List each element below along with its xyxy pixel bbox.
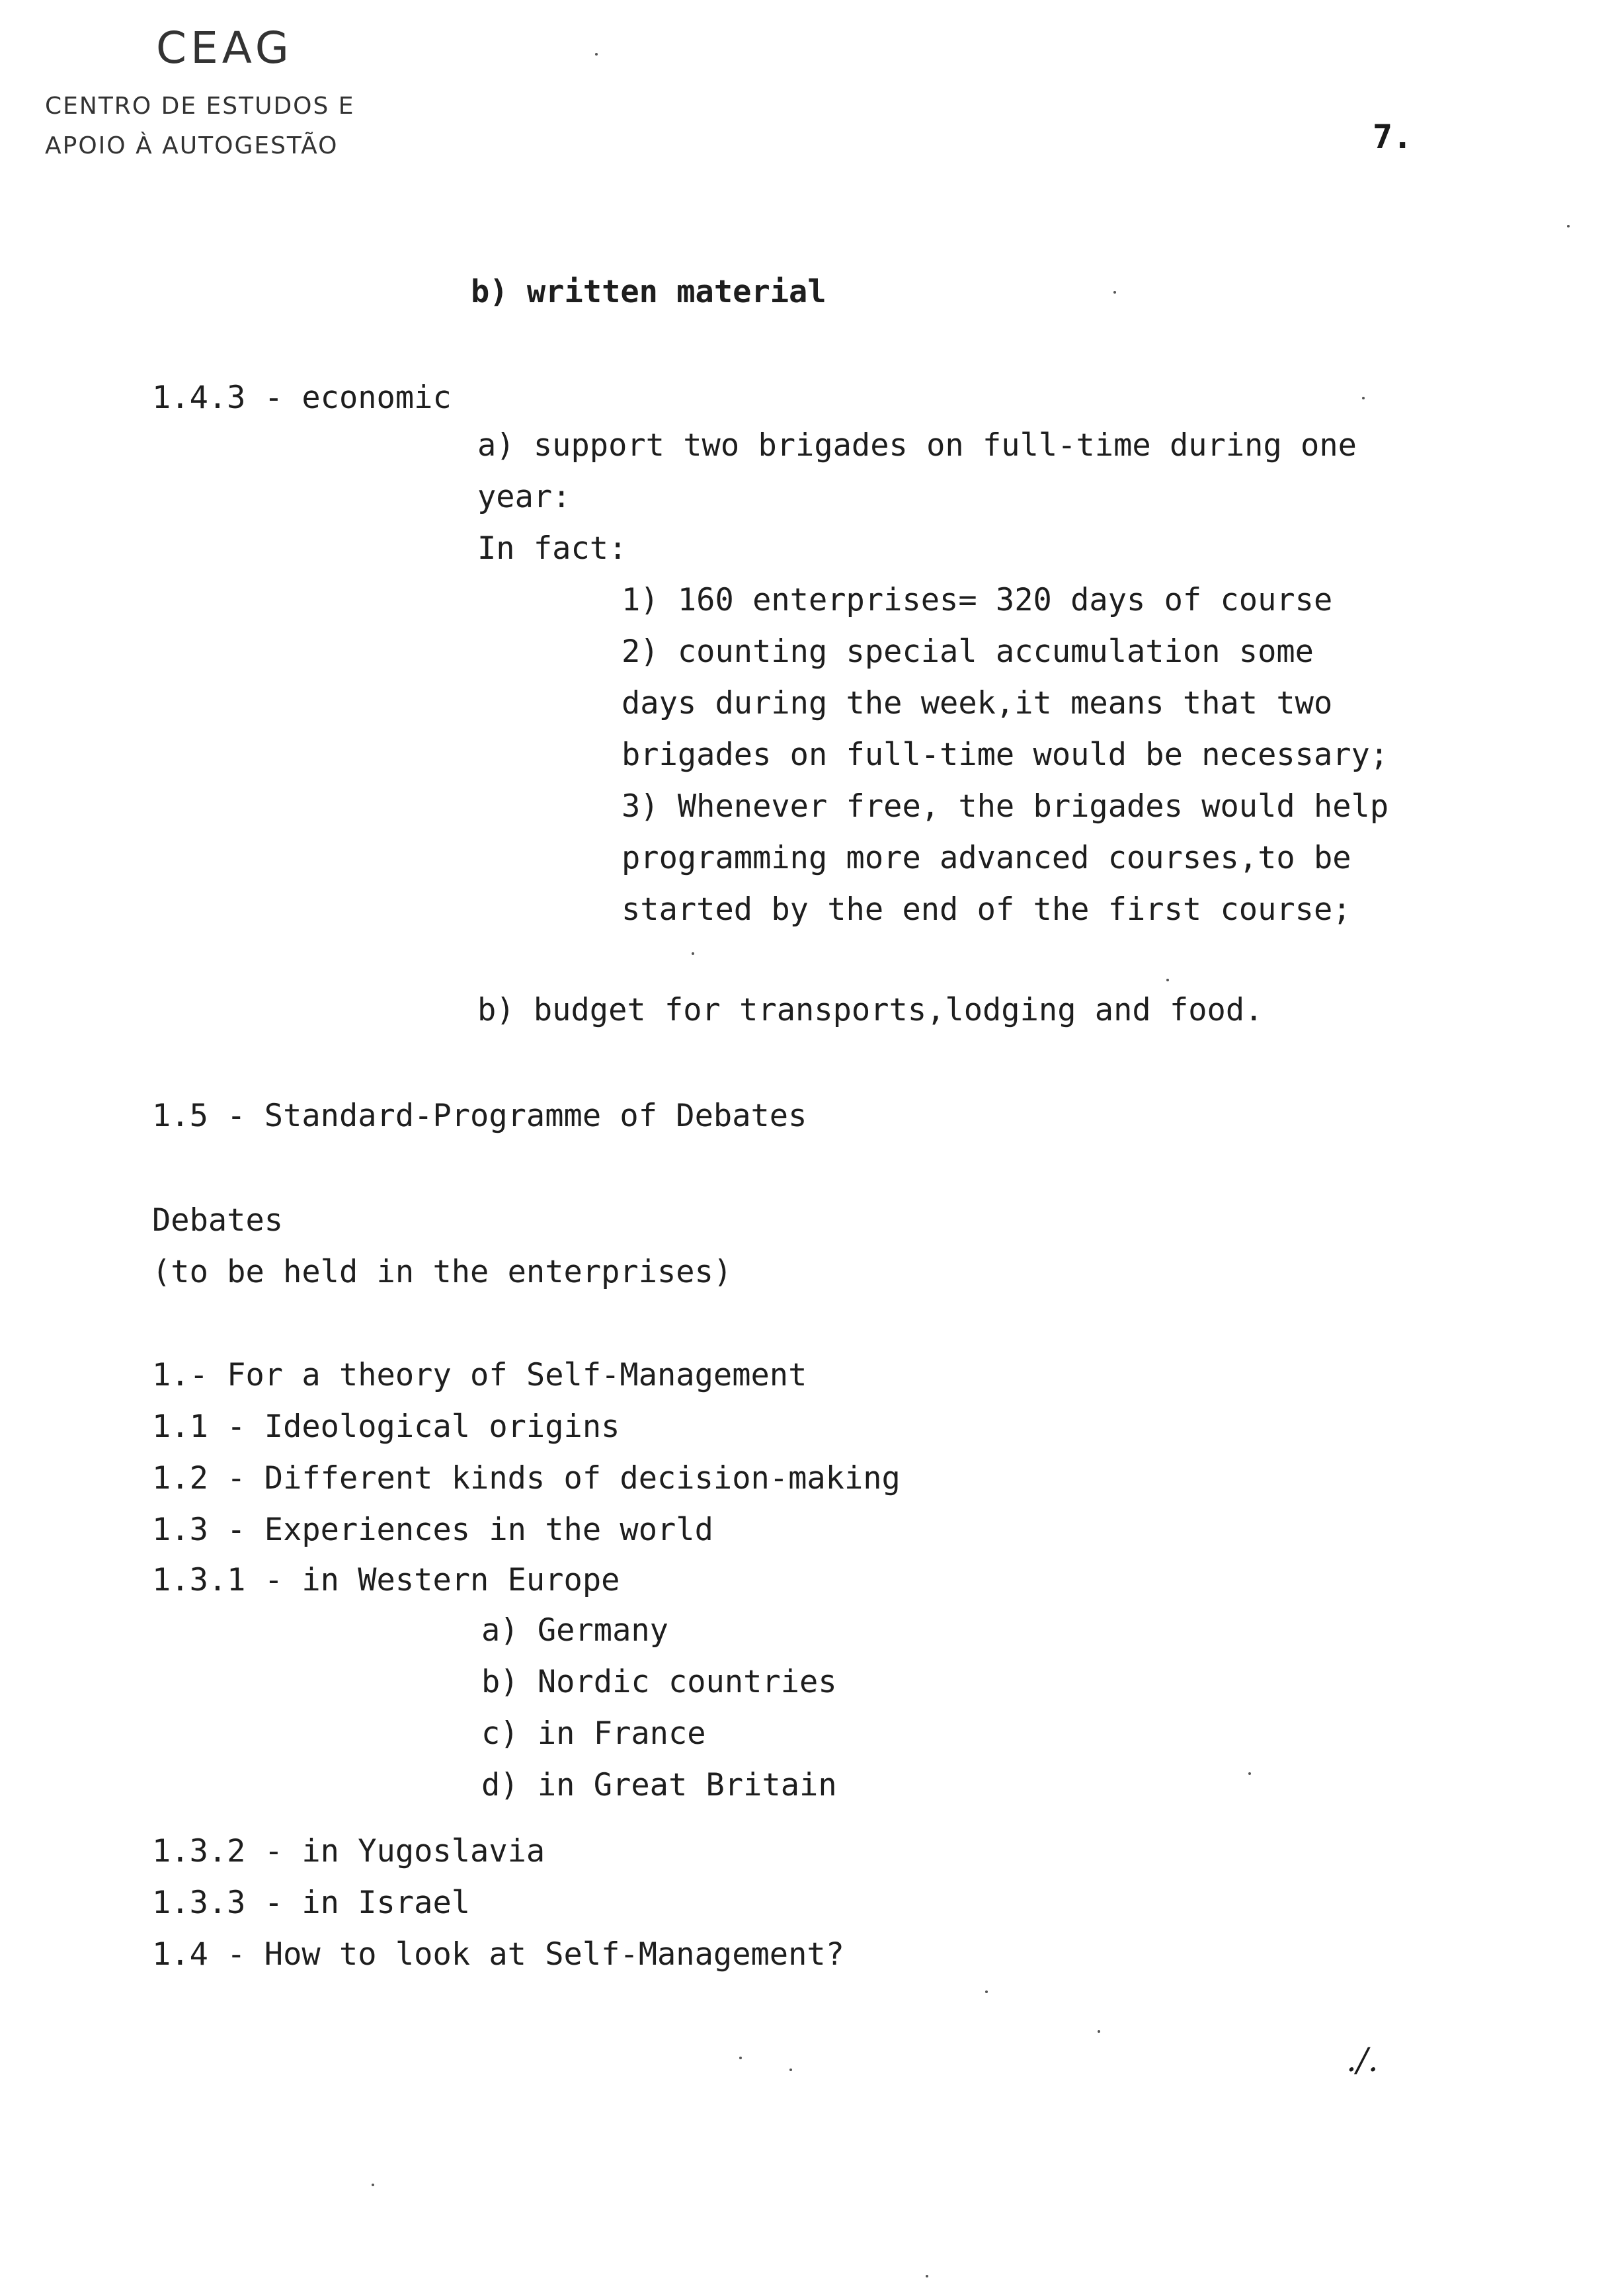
economic-item-a-line-2: year: [477,479,571,515]
scan-speck [372,2184,374,2186]
scan-speck [739,2057,742,2059]
scan-speck [789,2069,792,2071]
outline-item-1-2: 1.2 - Different kinds of decision-making [152,1460,901,1496]
point-3-line-1: 3) Whenever free, the brigades would help [622,788,1389,825]
outline-sub-c: c) in France [481,1715,706,1752]
page-number: 7. [1373,118,1413,156]
section-1-4-3-heading: 1.4.3 - economic [152,380,452,416]
scan-speck [1166,979,1169,981]
written-material-item: b) written material [471,274,826,310]
outline-item-1-4: 1.4 - How to look at Self-Management? [152,1936,844,1973]
economic-item-a-line-1: a) support two brigades on full-time during one [477,427,1357,464]
point-3-line-2: programming more advanced courses,to be [622,840,1351,876]
outline-item-1-3: 1.3 - Experiences in the world [152,1512,713,1548]
point-3-line-3: started by the end of the first course; [622,891,1351,928]
outline-item-1: 1.- For a theory of Self-Management [152,1357,807,1393]
scan-speck [1567,225,1570,227]
scan-speck [595,53,598,56]
outline-sub-b: b) Nordic countries [481,1664,837,1700]
scan-speck [1098,2030,1100,2033]
outline-sub-d: d) in Great Britain [481,1767,837,1803]
outline-item-1-3-2: 1.3.2 - in Yugoslavia [152,1833,545,1869]
scan-speck [985,1990,988,1993]
outline-sub-a: a) Germany [481,1612,668,1649]
scan-speck [1248,1772,1251,1775]
economic-item-b: b) budget for transports,lodging and food. [477,992,1264,1028]
letterhead-line-1: CENTRO DE ESTUDOS E [45,93,355,120]
scan-speck [1362,397,1365,399]
outline-item-1-3-1: 1.3.1 - in Western Europe [152,1562,620,1598]
scan-speck [692,952,694,955]
letterhead-title: CEAG [156,22,293,73]
point-2-line-3: brigades on full-time would be necessary; [622,737,1389,773]
point-2-line-1: 2) counting special accumulation some [622,634,1314,670]
letterhead-line-2: APOIO À AUTOGESTÃO [45,132,339,159]
in-fact-label: In fact: [477,530,627,567]
point-1: 1) 160 enterprises= 320 days of course [622,582,1333,618]
scan-speck [926,2275,928,2277]
continuation-mark: ./. [1346,2041,1379,2079]
point-2-line-2: days during the week,it means that two [622,685,1333,721]
outline-item-1-3-3: 1.3.3 - in Israel [152,1885,471,1921]
section-1-5-heading: 1.5 - Standard-Programme of Debates [152,1098,807,1134]
debates-subtitle: (to be held in the enterprises) [152,1254,733,1290]
outline-item-1-1: 1.1 - Ideological origins [152,1409,620,1445]
scan-speck [1113,291,1116,294]
debates-title: Debates [152,1202,284,1239]
